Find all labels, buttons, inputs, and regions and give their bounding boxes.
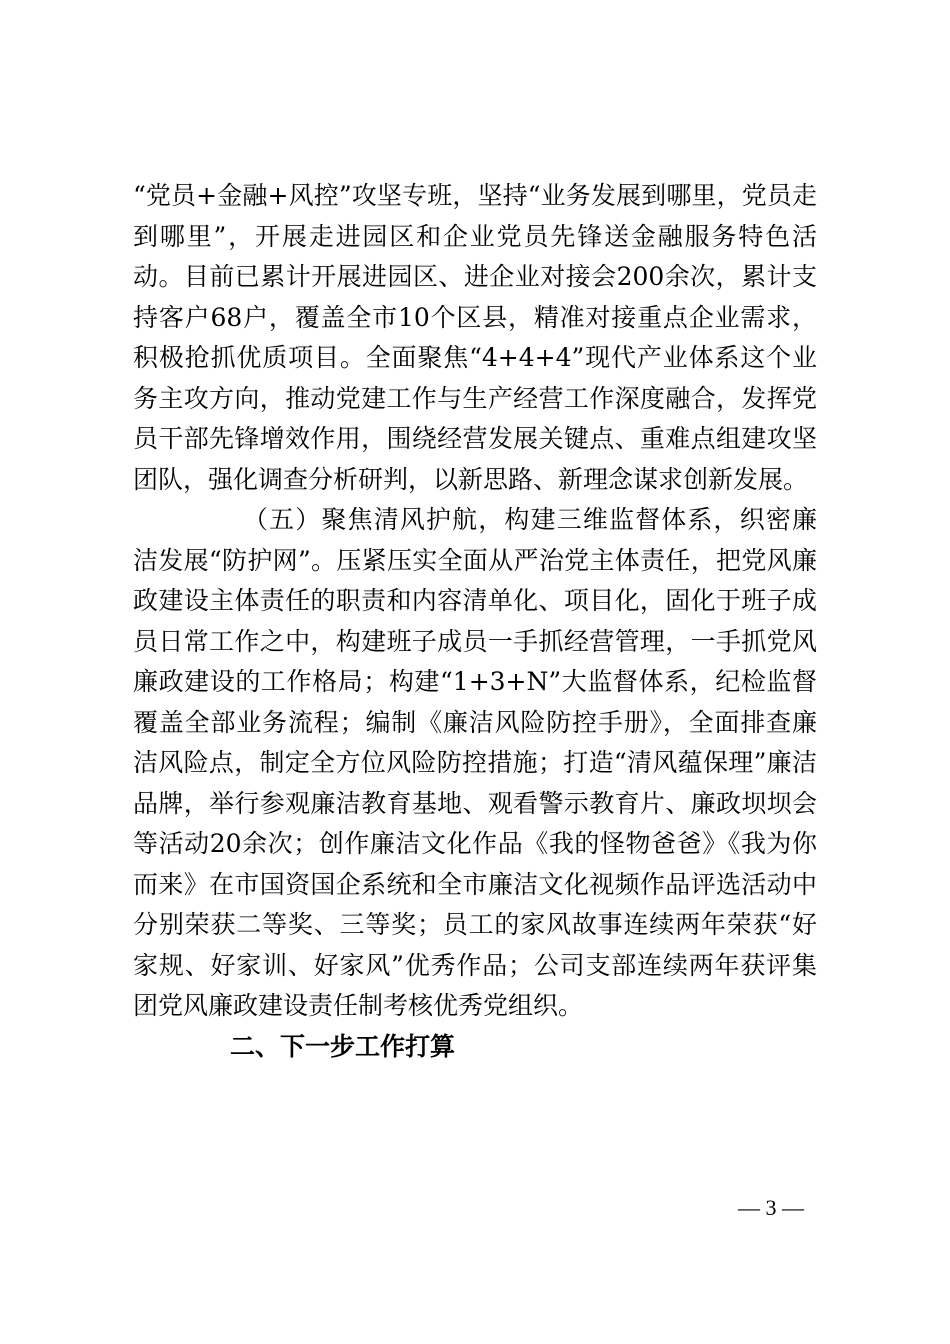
document-body — [133, 176, 817, 1067]
paragraph-section-five: （五）聚焦清风护航，构建三维监督体系，织密廉洁发展“防护网”。压紧压实全面从严治党主体责任，把党风廉政建设主体责任的职责和内容清单化、项目化，固化于班子成员日常工作之中，构建班子成员一手抓经营管理，一手抓党风廉政建设的工作格局；构建“1+3+N”大监督体系，纪检监督覆盖全部业务流程；编制《廉洁风险防控手册》，全面排查廉洁风险点，制定全方位风险防控措施；打造“清风蕴保理”廉洁品牌，举行参观廉洁教育基地、观看警示教育片、廉政坝坝会等活动20余次；创作廉洁文化作品《我的怪物爸爸》《我为你而来》在市国资国企系统和全市廉洁文化视频作品评选活动中分别荣获二等奖、三等奖；员工的家风故事连续两年荣获“好家规、好家训、好家风”优秀作品；公司支部连续两年获评集团党风廉政建设责任制考核优秀党组织。 — [133, 505, 817, 1020]
paragraph-continuation: “党员+金融+风控”攻坚专班，坚持“业务发展到哪里，党员走到哪里”，开展走进园区和企业党员先锋送金融服务特色活动。目前已累计开展进园区、进企业对接会200余次，累计支持客户68户，覆盖全市10个区县，精准对接重点企业需求，积极抢抓优质项目。全面聚焦“4+4+4”现代产业体系这个业务主攻方向，推动党建工作与生产经营工作深度融合，发挥党员干部先锋增效作用，围绕经营发展关键点、重难点组建攻坚团队，强化调查分析研判，以新思路、新理念谋求创新发展。 — [133, 181, 817, 494]
section-heading: 二、下一步工作打算 — [230, 1031, 456, 1061]
page-number: — 3 — — [738, 1195, 804, 1220]
